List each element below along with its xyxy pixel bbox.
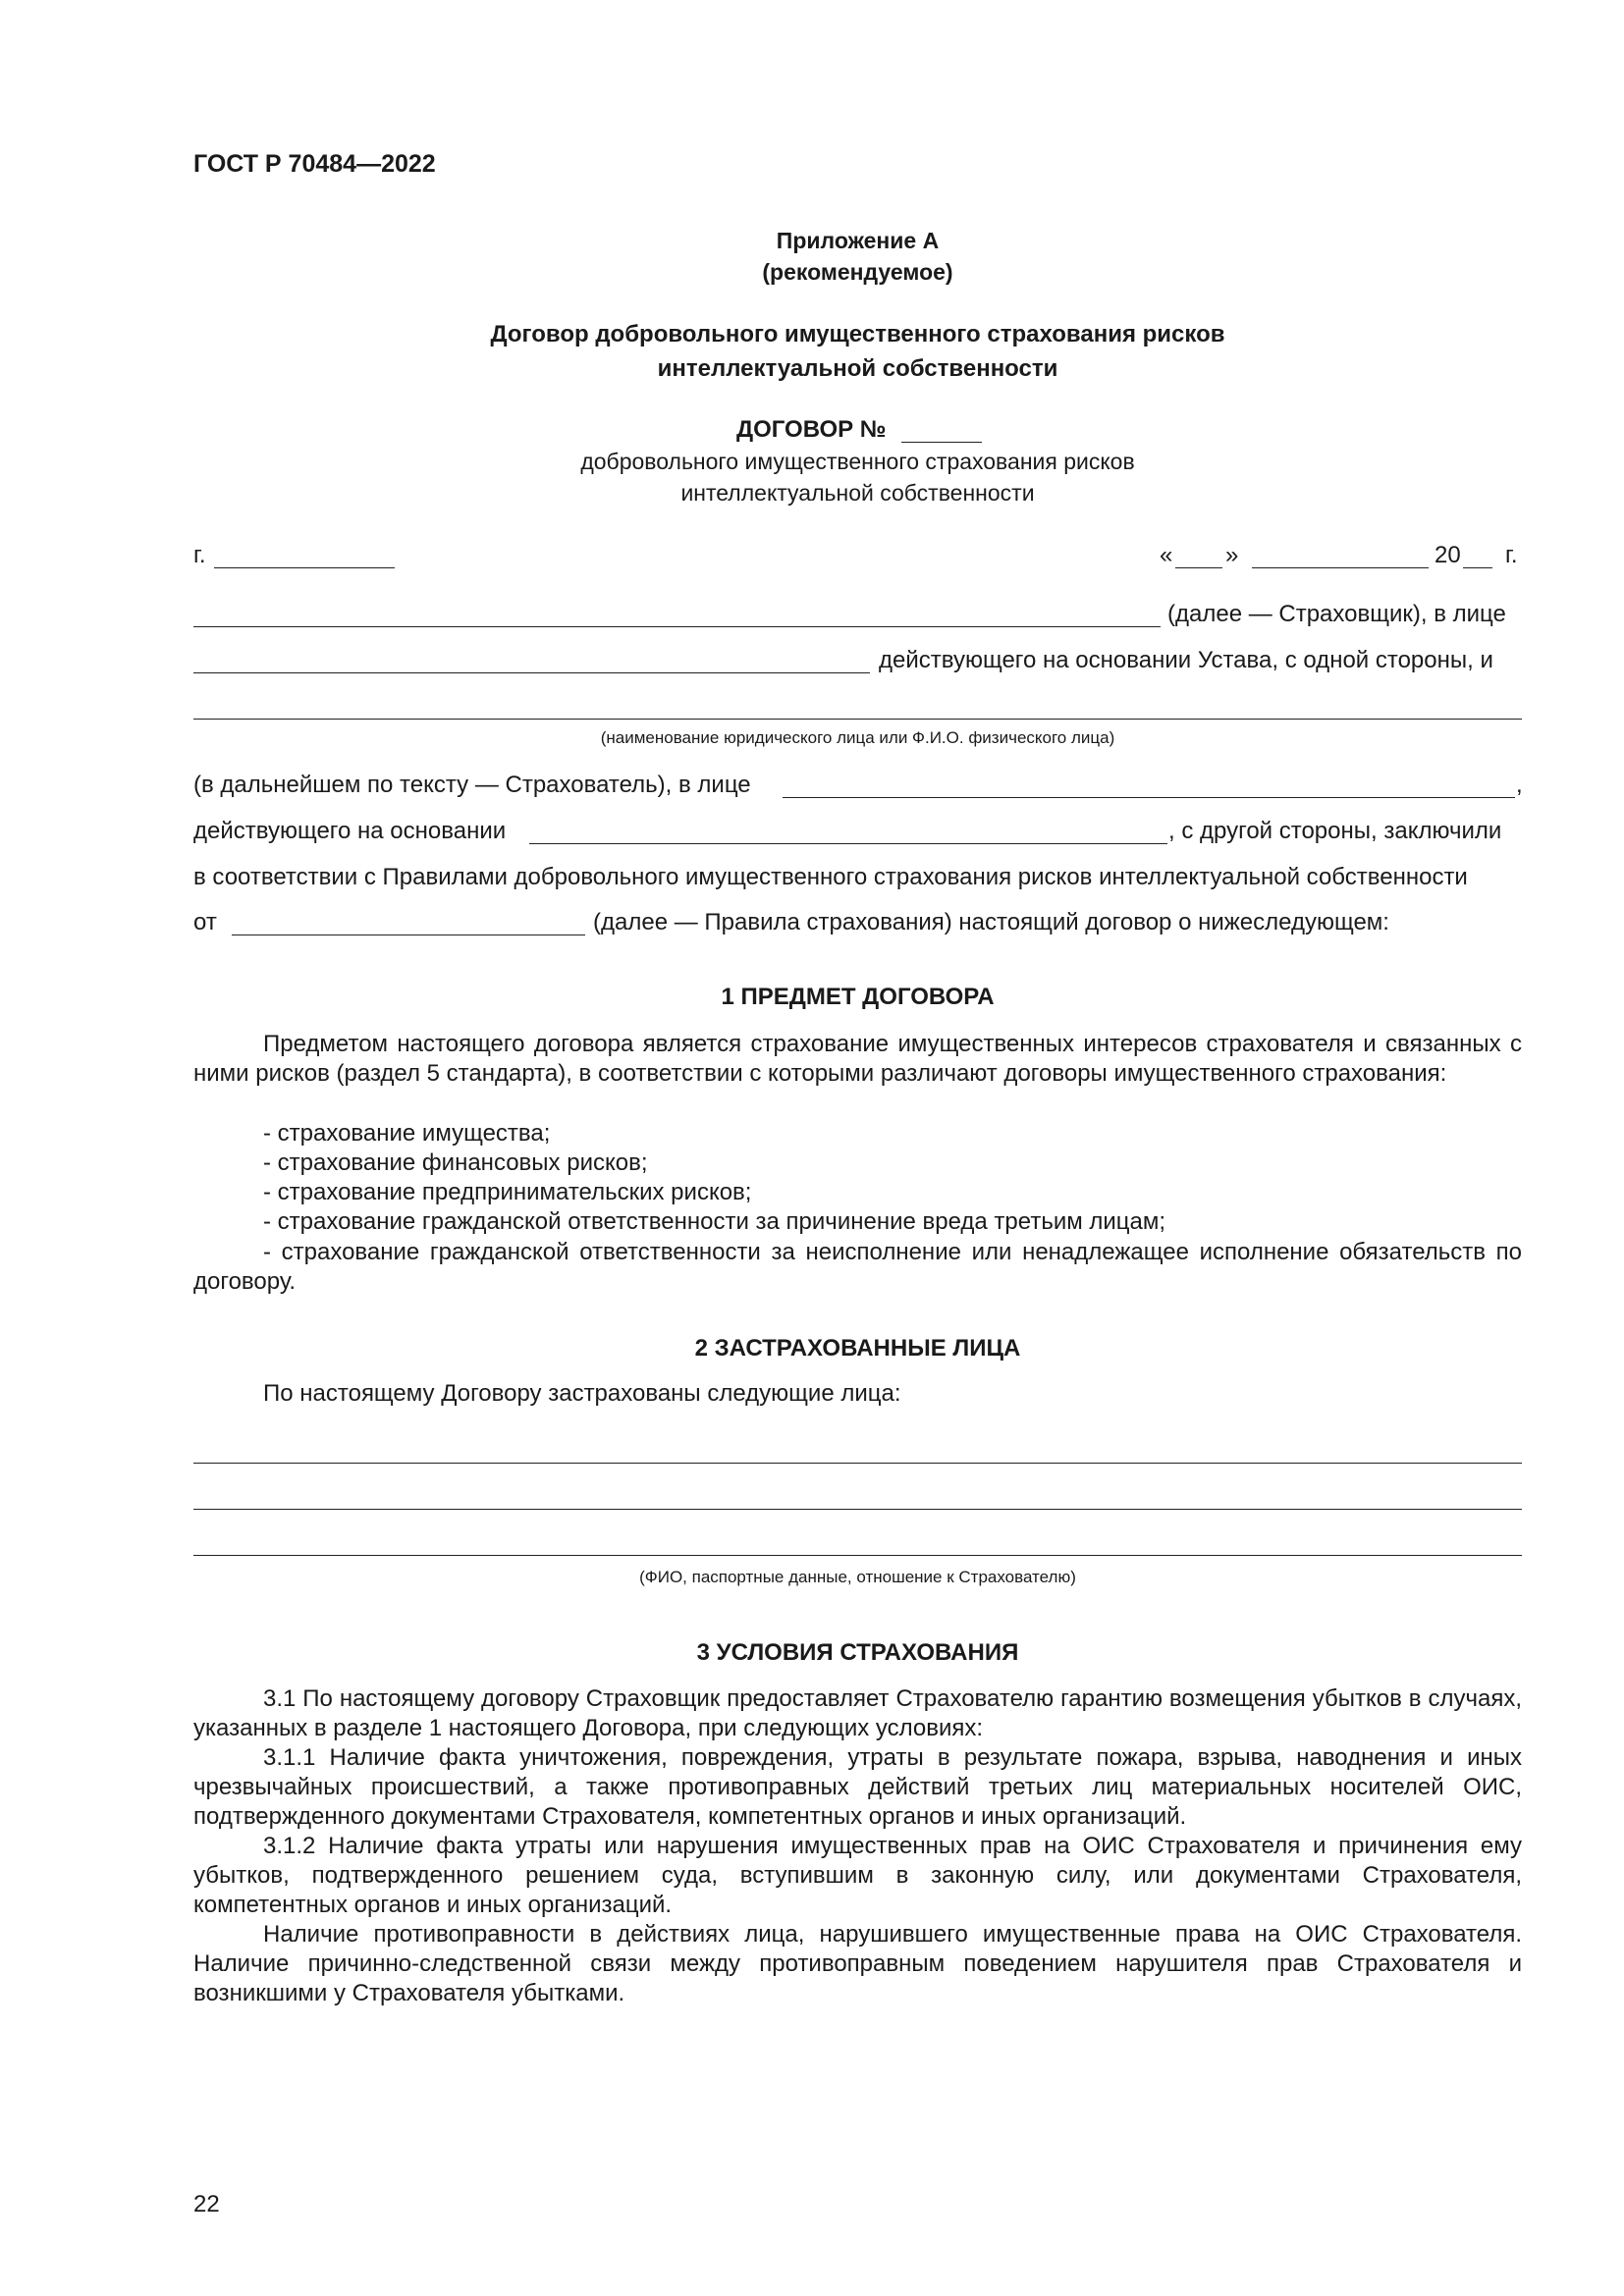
section3-paragraph-3-1-1: 3.1.1 Наличие факта уничтожения, повреждения, утраты в результате пожара, взрыва, наводнения и иных чрезвычайных происшествий, а также противоправных действий третьих лиц материальных носителей ОИС, подтвержденного документами Страхователя, компетентных органов и иных организаций.: [193, 1744, 1522, 1830]
insured-persons-field-3[interactable]: [193, 1555, 1522, 1556]
section2-intro: По настоящему Договору застрахованы следующие лица:: [263, 1380, 901, 1407]
rules-text: в соответствии с Правилами добровольного имущественного страхования рисков интеллектуальной собственности: [193, 864, 1468, 890]
insured-entity-field[interactable]: [193, 719, 1522, 720]
section1-heading: 1 ПРЕДМЕТ ДОГОВОРА: [721, 984, 995, 1010]
section3-paragraph-3-1: 3.1 По настоящему договору Страховщик предоставляет Страхователю гарантию возмещения убытков в случаях, указанных в разделе 1 настоящего Договора, при следующих условиях:: [193, 1685, 1522, 1741]
contract-title: ДОГОВОР №: [736, 416, 887, 443]
page-number: 22: [193, 2191, 220, 2217]
contract-subtitle-line2: интеллектуальной собственности: [680, 480, 1035, 506]
appendix-title: Приложение А: [776, 228, 940, 253]
entity-caption: (наименование юридического лица или Ф.И.О. физического лица): [600, 728, 1115, 747]
insured-text: (в дальнейшем по тексту — Страхователь), в лице: [193, 772, 751, 798]
section3-paragraph-3-1-2: 3.1.2 Наличие факта утраты или нарушения имущественных прав на ОИС Страхователя и причинения ему убытков, подтвержденного решением суда, вступившим в законную силу, или документами Страхователя, компетентных органов и иных организаций.: [193, 1833, 1522, 1918]
day-field[interactable]: [1175, 567, 1222, 568]
representative-field[interactable]: [193, 672, 870, 673]
insured-persons-field-1[interactable]: [193, 1463, 1522, 1464]
rules-end-text: (далее — Правила страхования) настоящий договор о нижеследующем:: [593, 909, 1389, 935]
section1-item: - страхование финансовых рисков;: [263, 1149, 648, 1176]
from-label: от: [193, 909, 217, 935]
city-label: г.: [193, 542, 206, 568]
insured-representative-field[interactable]: [783, 797, 1515, 798]
appendix-status: (рекомендуемое): [762, 259, 953, 285]
appendix-heading-line2: интеллектуальной собственности: [657, 355, 1058, 382]
rules-date-field[interactable]: [232, 934, 585, 935]
section1-item: - страхование гражданской ответственности за неисполнение или ненадлежащее исполнение обязательств по договору.: [193, 1239, 1522, 1295]
city-field[interactable]: [214, 567, 395, 568]
charter-text: действующего на основании Устава, с одной стороны, и: [879, 647, 1493, 673]
year-field[interactable]: [1463, 567, 1492, 568]
section3-heading: 3 УСЛОВИЯ СТРАХОВАНИЯ: [696, 1639, 1019, 1666]
date-quote-close: »: [1225, 542, 1239, 568]
month-field[interactable]: [1252, 567, 1429, 568]
insured-persons-field-2[interactable]: [193, 1509, 1522, 1510]
other-party-text: , с другой стороны, заключили: [1168, 818, 1502, 844]
comma-mark: ,: [1516, 772, 1523, 798]
year-suffix: г.: [1505, 542, 1518, 568]
insurer-text: (далее — Страховщик), в лице: [1167, 601, 1506, 627]
insurer-name-field[interactable]: [193, 626, 1161, 627]
section3-paragraph-unlawfulness: Наличие противоправности в действиях лица, нарушившего имущественные права на ОИС Страхователя. Наличие причинно-следственной связи между противоправным поведением нарушителя прав Страхователя и возникшими у Страхователя убытками.: [193, 1921, 1522, 2006]
section1-intro: Предметом настоящего договора является страхование имущественных интересов страхователя и связанных с ними рисков (раздел 5 стандарта), в соответствии с которыми различают договоры имущественного страхования:: [193, 1031, 1522, 1087]
section1-item: - страхование гражданской ответственности за причинение вреда третьим лицам;: [263, 1208, 1166, 1235]
contract-subtitle-line1: добровольного имущественного страхования рисков: [580, 449, 1135, 474]
section1-item: - страхование предпринимательских рисков;: [263, 1179, 752, 1205]
basis-field[interactable]: [529, 843, 1167, 844]
insured-persons-caption: (ФИО, паспортные данные, отношение к Страхователю): [639, 1568, 1076, 1586]
contract-number-field[interactable]: [901, 442, 982, 443]
year-prefix: 20: [1435, 542, 1461, 568]
basis-text: действующего на основании: [193, 818, 507, 844]
section1-item: - страхование имущества;: [263, 1120, 551, 1147]
date-quote-open: «: [1160, 542, 1173, 568]
section2-heading: 2 ЗАСТРАХОВАННЫЕ ЛИЦА: [694, 1335, 1021, 1362]
appendix-heading-line1: Договор добровольного имущественного страхования рисков: [490, 321, 1225, 347]
standard-code: ГОСТ Р 70484—2022: [193, 150, 436, 178]
